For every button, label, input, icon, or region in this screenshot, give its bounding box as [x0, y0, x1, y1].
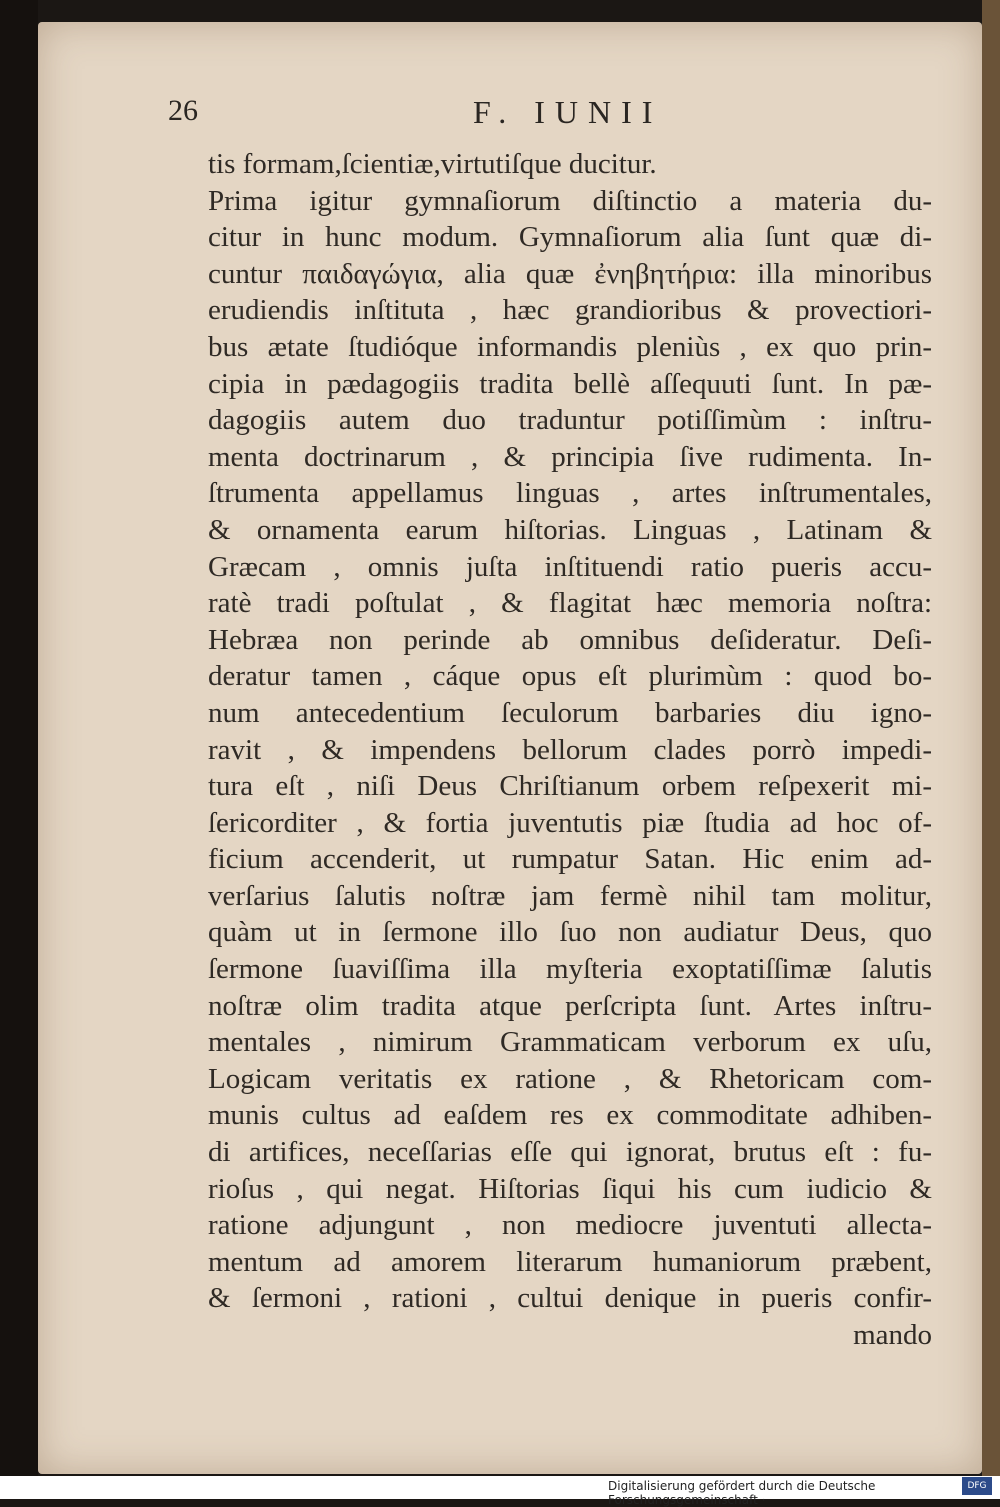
text-line: dagogiis autem duo traduntur potiſſimùm : inſtru-	[208, 404, 932, 437]
text-line: ficium accenderit, ut rumpatur Satan. Hic enim ad-	[208, 843, 932, 876]
catchword: mando	[853, 1319, 932, 1351]
footer-credit: Digitalisierung gefördert durch die Deutsche Forschungsgemeinschaft ·	[608, 1479, 876, 1507]
footer-bar	[0, 1476, 1000, 1507]
text-line: Prima igitur gymnaſiorum diſtinctio a materia du-	[208, 184, 932, 217]
page-number: 26	[168, 94, 198, 127]
text-line: ratione adjungunt , non mediocre juventuti allecta-	[208, 1209, 932, 1242]
text-line: cuntur παιδαγώγια, alia quæ ἐνηβητήρια: illa minoribus	[208, 257, 932, 290]
text-line: Hebræa non perinde ab omnibus deſideratur. Deſi-	[208, 623, 932, 656]
text-line: rioſus , qui negat. Hiſtorias ſiqui his cum iudicio &	[208, 1172, 932, 1205]
text-line: munis cultus ad eaſdem res ex commoditate adhiben-	[208, 1099, 932, 1132]
text-line: erudiendis inſtituta , hæc grandioribus & provectiori-	[208, 294, 932, 327]
text-line: ravit , & impendens bellorum clades porrò impedi-	[208, 733, 932, 766]
text-line: deratur tamen , cáque opus eſt plurimùm : quod bo-	[208, 660, 932, 693]
text-line: mentum ad amorem literarum humaniorum præbent,	[208, 1245, 932, 1278]
text-line: di artifices, neceſſarias eſſe qui ignorat, brutus eſt : fu-	[208, 1136, 932, 1169]
text-line: Logicam veritatis ex ratione , & Rhetoricam com-	[208, 1062, 932, 1095]
scan-left-edge	[0, 0, 38, 1499]
text-line: ſtrumenta appellamus linguas , artes inſtrumentales,	[208, 477, 932, 510]
text-line: menta doctrinarum , & principia ſive rudimenta. In-	[208, 440, 932, 473]
text-line: & ſermoni , rationi , cultui denique in pueris confir-	[208, 1282, 932, 1315]
text-line: Græcam , omnis juſta inſtituendi ratio pueris accu-	[208, 550, 932, 583]
text-line: & ornamenta earum hiſtorias. Linguas , Latinam &	[208, 513, 932, 546]
running-head	[168, 82, 728, 132]
text-line: tura eſt , niſi Deus Chriſtianum orbem reſpexerit mi-	[208, 770, 932, 803]
text-line: cipia in pædagogiis tradita bellè aſſequuti ſunt. In pæ-	[208, 367, 932, 400]
body-text	[208, 146, 932, 1354]
header-title: F. IUNII	[473, 94, 663, 130]
text-line: quàm ut in ſermone illo ſuo non audiatur Deus, quo	[208, 916, 932, 949]
dfg-logo-icon: DFG	[962, 1477, 992, 1495]
text-line: verſarius ſalutis noſtræ jam fermè nihil tam molitur,	[208, 879, 932, 912]
scan-right-edge	[982, 0, 1000, 1499]
text-line: noſtræ olim tradita atque perſcripta ſunt. Artes inſtru-	[208, 989, 932, 1022]
text-line: bus ætate ſtudióque informandis pleniùs , ex quo prin-	[208, 330, 932, 363]
text-line: ſermone ſuaviſſima illa myſteria exoptatiſſimæ ſalutis	[208, 953, 932, 986]
text-line: ratè tradi poſtulat , & flagitat hæc memoria noſtra:	[208, 587, 932, 620]
text-line: tis formam,ſcientiæ,virtutiſque ducitur.	[208, 148, 657, 180]
text-line: mentales , nimirum Grammaticam verborum ex uſu,	[208, 1026, 932, 1059]
text-line: num antecedentium ſeculorum barbaries diu igno-	[208, 696, 932, 729]
text-line: ſericorditer , & fortia juventutis piæ ſtudia ad hoc of-	[208, 806, 932, 839]
text-line: citur in hunc modum. Gymnaſiorum alia ſunt quæ di-	[208, 221, 932, 254]
